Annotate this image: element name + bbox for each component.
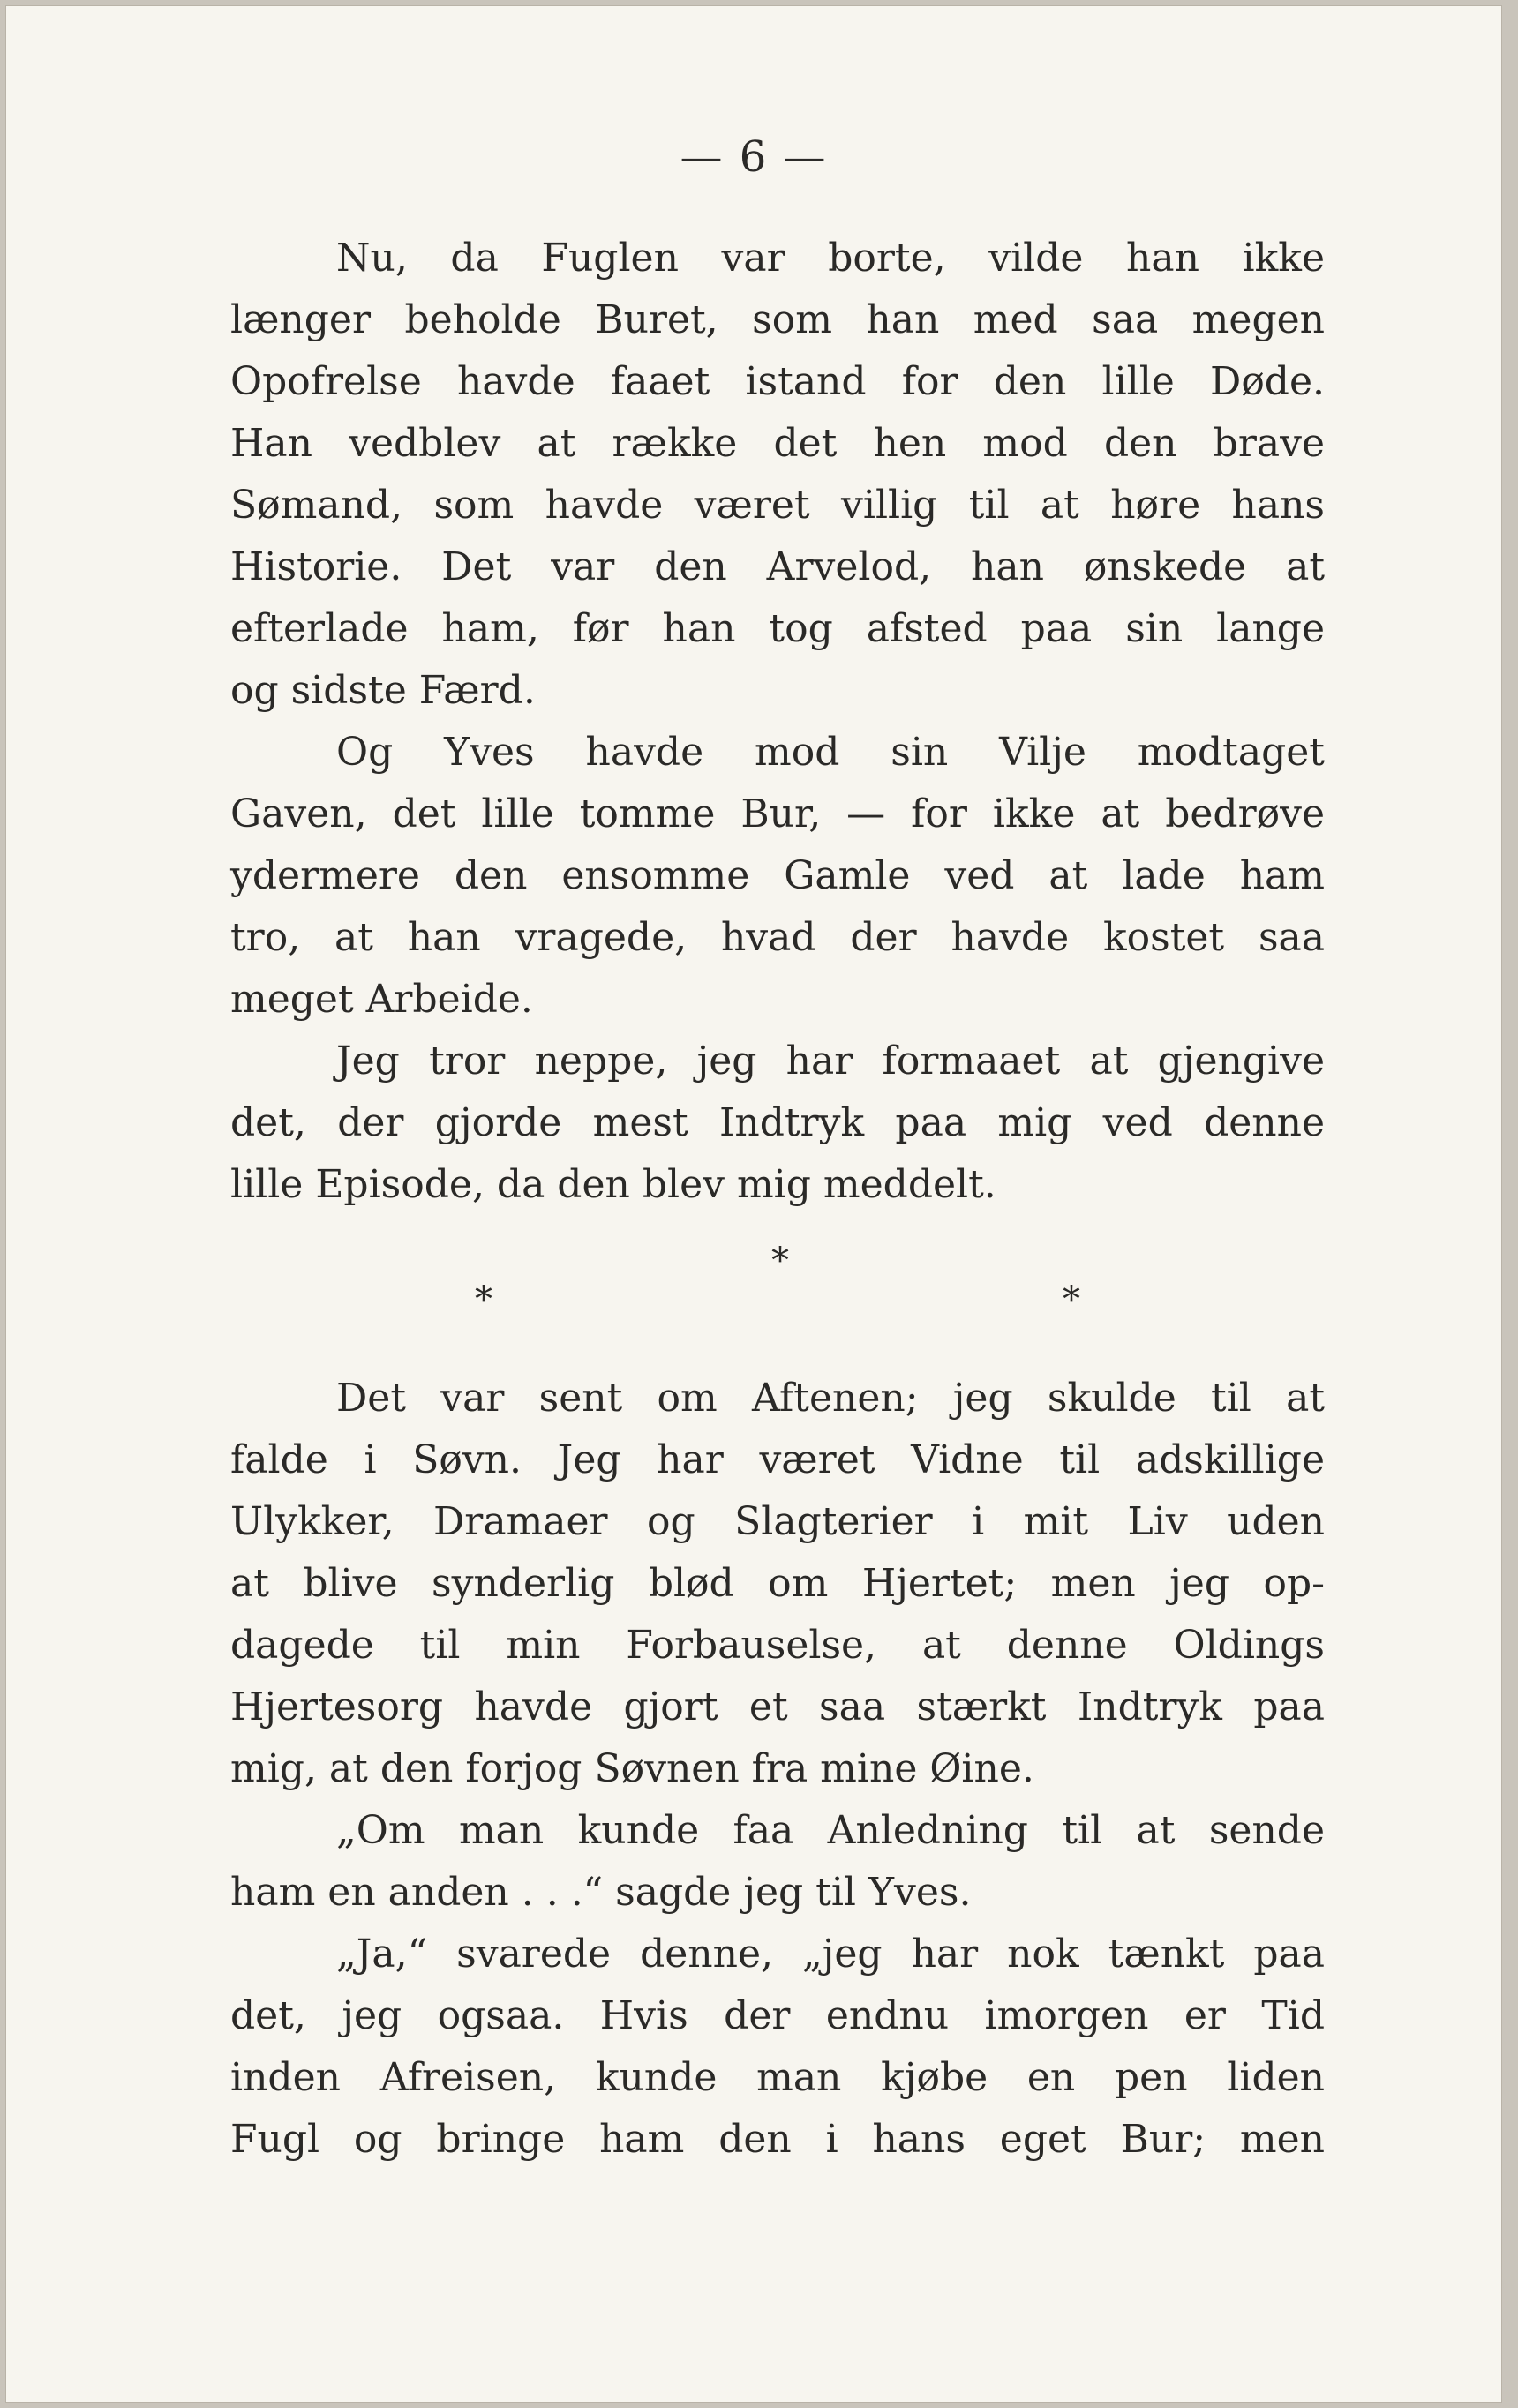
text-line: Jeg tror neppe, jeg har formaaet at gjengive [336,1039,1325,1084]
text-block-lower [230,1368,1325,2171]
text-line: og sidste Færd. [230,668,536,713]
page-number: — 6 — [680,132,828,182]
text-line: Historie. Det var den Arvelod, han ønskede at [230,544,1325,589]
text-line: Opofrelse havde faaet istand for den lille Døde. [230,359,1325,404]
text-line: Nu, da Fuglen var borte, vilde han ikke [336,236,1325,281]
text-line: efterlade ham, før han tog afsted paa sin lange [230,606,1325,651]
text-line: Det var sent om Aftenen; jeg skulde til at [336,1376,1325,1421]
text-line: Gaven, det lille tomme Bur, — for ikke at bedrøve [230,791,1325,836]
text-line: ydermere den ensomme Gamle ved at lade ham [230,853,1325,898]
text-block-upper [230,228,1325,1216]
text-line: ham en anden . . .“ sagde jeg til Yves. [230,1870,972,1915]
text-line: meget Arbeide. [230,977,533,1022]
text-line: tro, at han vragede, hvad der havde kostet saa [230,915,1325,960]
text-line: at blive synderlig blød om Hjertet; men jeg op- [230,1561,1325,1606]
text-line: Han vedblev at række det hen mod den brave [230,421,1325,466]
text-line: Sømand, som havde været villig til at høre hans [230,483,1325,528]
text-line: Og Yves havde mod sin Vilje modtaget [336,730,1325,775]
text-line: Hjertesorg havde gjort et saa stærkt Indtryk paa [230,1684,1325,1729]
text-line: dagede til min Forbauselse, at denne Oldings [230,1623,1325,1668]
text-line: „Om man kunde faa Anledning til at sende [336,1808,1325,1853]
text-line: mig, at den forjog Søvnen fra mine Øine. [230,1746,1034,1791]
text-line: falde i Søvn. Jeg har været Vidne til adskillige [230,1437,1325,1482]
separator-star: * [1063,1279,1080,1320]
text-line: det, jeg ogsaa. Hvis der endnu imorgen er Tid [230,1993,1325,2038]
text-line: lille Episode, da den blev mig meddelt. [230,1162,996,1207]
text-line: Fugl og bringe ham den i hans eget Bur; men [230,2117,1325,2162]
separator-star: * [475,1279,492,1320]
text-line: inden Afreisen, kunde man kjøbe en pen liden [230,2055,1325,2100]
text-line: det, der gjorde mest Indtryk paa mig ved denne [230,1100,1325,1145]
text-line: Ulykker, Dramaer og Slagterier i mit Liv uden [230,1499,1325,1544]
separator-star: * [771,1241,789,1281]
book-page [5,5,1502,2403]
text-line: længer beholde Buret, som han med saa megen [230,297,1325,342]
text-line: „Ja,“ svarede denne, „jeg har nok tænkt paa [336,1932,1325,1977]
